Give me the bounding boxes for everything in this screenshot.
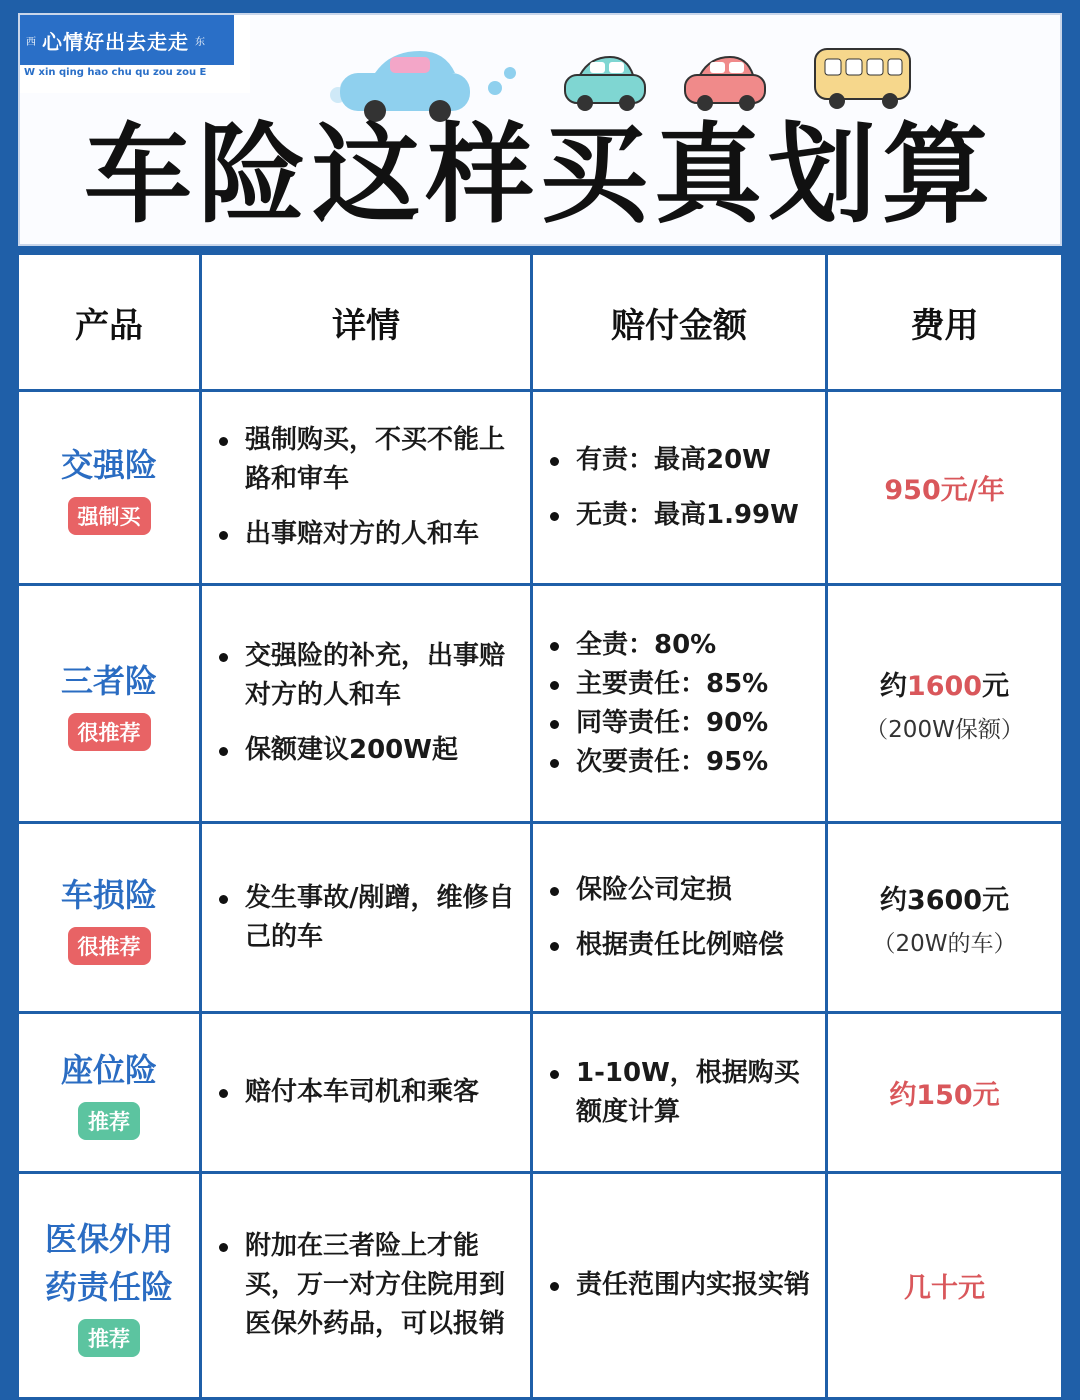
detail-item: 强制购买，不买不能上路和审车 — [219, 421, 529, 499]
fee-cell — [827, 1013, 1063, 1173]
brand-badge — [20, 15, 250, 93]
column-header-details: 详情 — [201, 254, 532, 391]
fee-note: （20W的车） — [872, 930, 1017, 957]
product-name: 交强险 — [60, 445, 157, 484]
product-cell — [18, 1013, 201, 1173]
fee-prefix: 约 — [879, 670, 907, 702]
payout-cell — [532, 1173, 827, 1399]
product-name: 座位险 — [60, 1050, 157, 1089]
product-tag: 推荐 — [78, 1102, 140, 1140]
fee-cell — [827, 1173, 1063, 1399]
bus-icon — [815, 49, 910, 109]
fee-value: 950元/年 — [884, 475, 1005, 506]
product-cell — [18, 585, 201, 823]
details-cell — [201, 823, 532, 1013]
payout-cell — [532, 1013, 827, 1173]
payout-cell — [532, 391, 827, 585]
product-tag: 强制买 — [68, 497, 151, 535]
detail-item: 发生事故/剐蹭，维修自己的车 — [219, 879, 529, 957]
product-cell — [18, 823, 201, 1013]
details-cell — [201, 391, 532, 585]
payout-item: 责任范围内实报实销 — [550, 1266, 824, 1305]
detail-item: 保额建议200W起 — [219, 731, 529, 770]
fee-note: （200W保额） — [865, 716, 1024, 743]
detail-item: 赔付本车司机和乘客 — [219, 1073, 529, 1112]
payout-item: 同等责任：90% — [550, 704, 824, 743]
brand-east-label: 东 — [195, 36, 205, 48]
table-row — [18, 391, 1063, 585]
table-row — [18, 1013, 1063, 1173]
detail-item: 出事赔对方的人和车 — [219, 515, 529, 554]
payout-item: 1-10W，根据购买额度计算 — [550, 1054, 824, 1132]
payout-item: 主要责任：85% — [550, 665, 824, 704]
table-row — [18, 823, 1063, 1013]
fee-value: 约3600元 — [879, 884, 1010, 916]
column-header-product: 产品 — [18, 254, 201, 391]
product-cell — [18, 391, 201, 585]
brand-name: 心情好出去走走 — [42, 29, 189, 54]
product-cell — [18, 1173, 201, 1399]
payout-item: 有责：最高20W — [550, 441, 824, 480]
fee-value: 几十元 — [904, 1273, 985, 1304]
fee-cell — [827, 585, 1063, 823]
payout-item: 根据责任比例赔偿 — [550, 926, 824, 965]
payout-cell — [532, 585, 827, 823]
table-row — [18, 1173, 1063, 1399]
teal-car-icon — [565, 57, 645, 111]
brand-west-label: 西 — [26, 36, 36, 48]
payout-item: 无责：最高1.99W — [550, 496, 824, 535]
fee-amount: 1600 — [906, 670, 983, 702]
product-tag: 推荐 — [78, 1319, 140, 1357]
insurance-table — [16, 252, 1064, 1400]
product-name: 三者险 — [60, 661, 157, 700]
poster-header — [18, 13, 1062, 246]
red-car-icon — [685, 57, 765, 111]
table-row — [18, 585, 1063, 823]
column-header-payout: 赔付金额 — [532, 254, 827, 391]
fee-suffix: 元 — [982, 670, 1010, 702]
product-tag: 很推荐 — [68, 713, 151, 751]
fee-value: 约150元 — [889, 1080, 1000, 1111]
table-header-row — [18, 254, 1063, 391]
product-name: 医保外用药责任险 — [44, 1219, 173, 1306]
fee-cell — [827, 391, 1063, 585]
details-cell — [201, 1013, 532, 1173]
payout-cell — [532, 823, 827, 1013]
fee-cell — [827, 823, 1063, 1013]
detail-item: 交强险的补充，出事赔对方的人和车 — [219, 637, 529, 715]
product-tag: 很推荐 — [68, 927, 151, 965]
details-cell — [201, 1173, 532, 1399]
page-title: 车险这样买真划算 — [83, 113, 996, 238]
payout-item: 保险公司定损 — [550, 871, 824, 910]
fee-value — [829, 664, 1060, 703]
detail-item: 附加在三者险上才能买，万一对方住院用到医保外药品，可以报销 — [219, 1227, 529, 1344]
payout-item: 全责：80% — [550, 626, 824, 665]
details-cell — [201, 585, 532, 823]
brand-pinyin: W xin qing hao chu qu zou zou E — [24, 67, 207, 78]
product-name: 车损险 — [60, 875, 157, 914]
payout-item: 次要责任：95% — [550, 743, 824, 782]
column-header-fee: 费用 — [827, 254, 1063, 391]
